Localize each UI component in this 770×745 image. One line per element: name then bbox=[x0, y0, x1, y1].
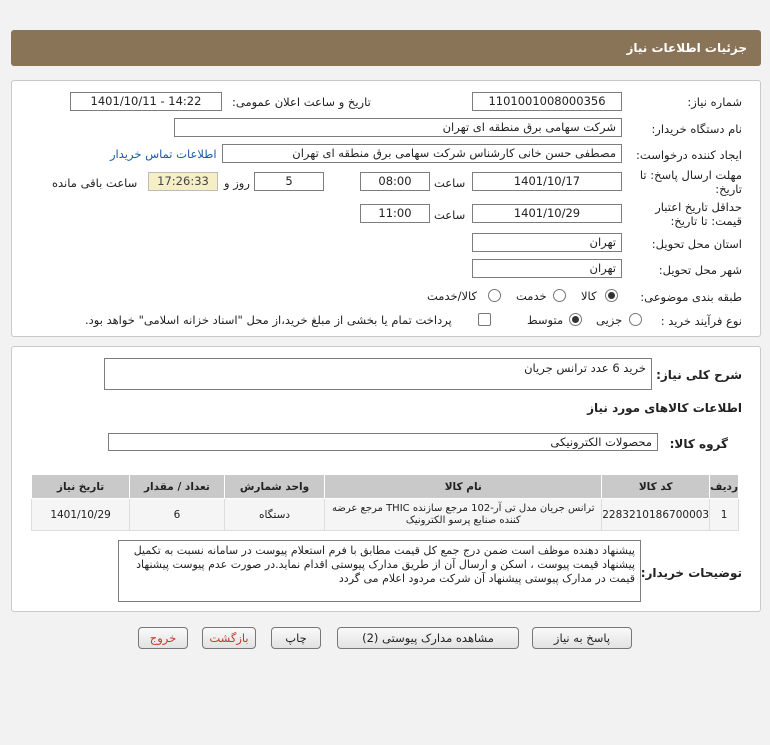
col-code: کد کالا bbox=[602, 475, 710, 499]
col-unit: واحد شمارش bbox=[224, 475, 325, 499]
province-label: استان محل تحویل: bbox=[651, 237, 742, 251]
deadline-time-label: ساعت bbox=[434, 176, 466, 190]
deadline-time-field: 08:00 bbox=[360, 172, 430, 191]
buyer-notes-label: توضیحات خریدار: bbox=[640, 566, 742, 580]
deadline-label: مهلت ارسال پاسخ: تا bbox=[639, 168, 742, 182]
need-number-label: شماره نیاز: bbox=[687, 95, 742, 109]
validity-date-field: 1401/10/29 bbox=[472, 204, 622, 223]
category-radio-service[interactable] bbox=[553, 289, 566, 302]
days-label: روز و bbox=[224, 176, 250, 190]
creator-label: ایجاد کننده درخواست: bbox=[636, 148, 742, 162]
goods-group-label: گروه کالا: bbox=[669, 437, 728, 451]
respond-button[interactable]: پاسخ به نیاز bbox=[532, 627, 632, 649]
buyer-org-field: شرکت سهامی برق منطقه ای تهران bbox=[174, 118, 622, 137]
category-radio-goods-service[interactable] bbox=[488, 289, 501, 302]
col-name: نام کالا bbox=[325, 475, 602, 499]
creator-field: مصطفی حسن خانی کارشناس شرکت سهامی برق منطقه ای تهران bbox=[222, 144, 622, 163]
summary-label: شرح کلی نیاز: bbox=[656, 368, 742, 382]
process-option-minor: جزیی bbox=[596, 313, 623, 327]
cell-name: ترانس جریان مدل تی آر-102 مرجع سازنده THIC مرجع عرضه کننده صنایع پرسو الکترونیک bbox=[325, 499, 602, 531]
cell-unit: دستگاه bbox=[224, 499, 325, 531]
goods-table bbox=[31, 474, 739, 531]
process-option-medium: متوسط bbox=[527, 313, 564, 327]
remaining-time-field: 17:26:33 bbox=[148, 172, 218, 191]
goods-info-title: اطلاعات کالاهای مورد نیاز bbox=[587, 401, 742, 415]
validity-time-field: 11:00 bbox=[360, 204, 430, 223]
cell-qty: 6 bbox=[130, 499, 225, 531]
treasury-payment-note: پرداخت تمام یا بخشی از مبلغ خرید،از محل "اسناد خزانه اسلامی" خواهد بود. bbox=[85, 313, 452, 327]
process-label: نوع فرآیند خرید : bbox=[660, 314, 742, 328]
page-header bbox=[11, 30, 761, 66]
province-field: تهران bbox=[472, 233, 622, 252]
city-field: تهران bbox=[472, 259, 622, 278]
cell-code: 2283210186700003 bbox=[602, 499, 710, 531]
buyer-notes-field: پیشنهاد دهنده موظف است ضمن درج جمع کل قیمت مطابق با فرم استعلام پیوست در سامانه نسبت به تکمیل پیشنهاد قیمت پیوست ، اسکن و ارسال آن از طریق مدارک پیوستی اقدام نماید.در صورت عدم پیوست پیشنهاد قیمت در مدارک پیوستی پیشنهاد آن شرکت مردود اعلام می گردد bbox=[118, 540, 641, 602]
col-date: تاریخ نیاز bbox=[32, 475, 130, 499]
category-radio-goods[interactable] bbox=[605, 289, 618, 302]
announce-label: تاریخ و ساعت اعلان عمومی: bbox=[232, 95, 371, 109]
category-option-goods-service: کالا/خدمت bbox=[427, 289, 478, 303]
col-qty: تعداد / مقدار bbox=[130, 475, 225, 499]
buyer-contact-link[interactable]: اطلاعات تماس خریدار bbox=[110, 147, 217, 161]
category-option-service: خدمت bbox=[516, 289, 547, 303]
validity-label: حداقل تاریخ اعتبار bbox=[655, 200, 742, 214]
buyer-org-label: نام دستگاه خریدار: bbox=[651, 122, 742, 136]
summary-field: خرید 6 عدد ترانس جریان bbox=[104, 358, 652, 390]
attachments-button[interactable]: مشاهده مدارک پیوستی (2) bbox=[337, 627, 519, 649]
validity-label-2: قیمت: تا تاریخ: bbox=[670, 214, 742, 228]
city-label: شهر محل تحویل: bbox=[658, 263, 742, 277]
page-title: جزئیات اطلاعات نیاز bbox=[626, 41, 747, 55]
col-row: ردیف bbox=[710, 475, 739, 499]
category-option-goods: کالا bbox=[581, 289, 597, 303]
remaining-label: ساعت باقی مانده bbox=[52, 176, 138, 190]
treasury-payment-checkbox[interactable] bbox=[478, 313, 491, 326]
table-row bbox=[32, 499, 739, 531]
exit-button[interactable]: خروج bbox=[138, 627, 188, 649]
need-number-field: 1101001008000356 bbox=[472, 92, 622, 111]
cell-row: 1 bbox=[710, 499, 739, 531]
print-button[interactable]: چاپ bbox=[271, 627, 321, 649]
category-label: طبقه بندی موضوعی: bbox=[640, 290, 742, 304]
validity-time-label: ساعت bbox=[434, 208, 466, 222]
process-radio-medium[interactable] bbox=[569, 313, 582, 326]
announce-field: 1401/10/11 - 14:22 bbox=[70, 92, 222, 111]
goods-group-field: محصولات الکترونیکی bbox=[108, 433, 658, 451]
cell-date: 1401/10/29 bbox=[32, 499, 130, 531]
deadline-label-2: تاریخ: bbox=[715, 182, 742, 196]
process-radio-minor[interactable] bbox=[629, 313, 642, 326]
days-field: 5 bbox=[254, 172, 324, 191]
back-button[interactable]: بازگشت bbox=[202, 627, 256, 649]
deadline-date-field: 1401/10/17 bbox=[472, 172, 622, 191]
